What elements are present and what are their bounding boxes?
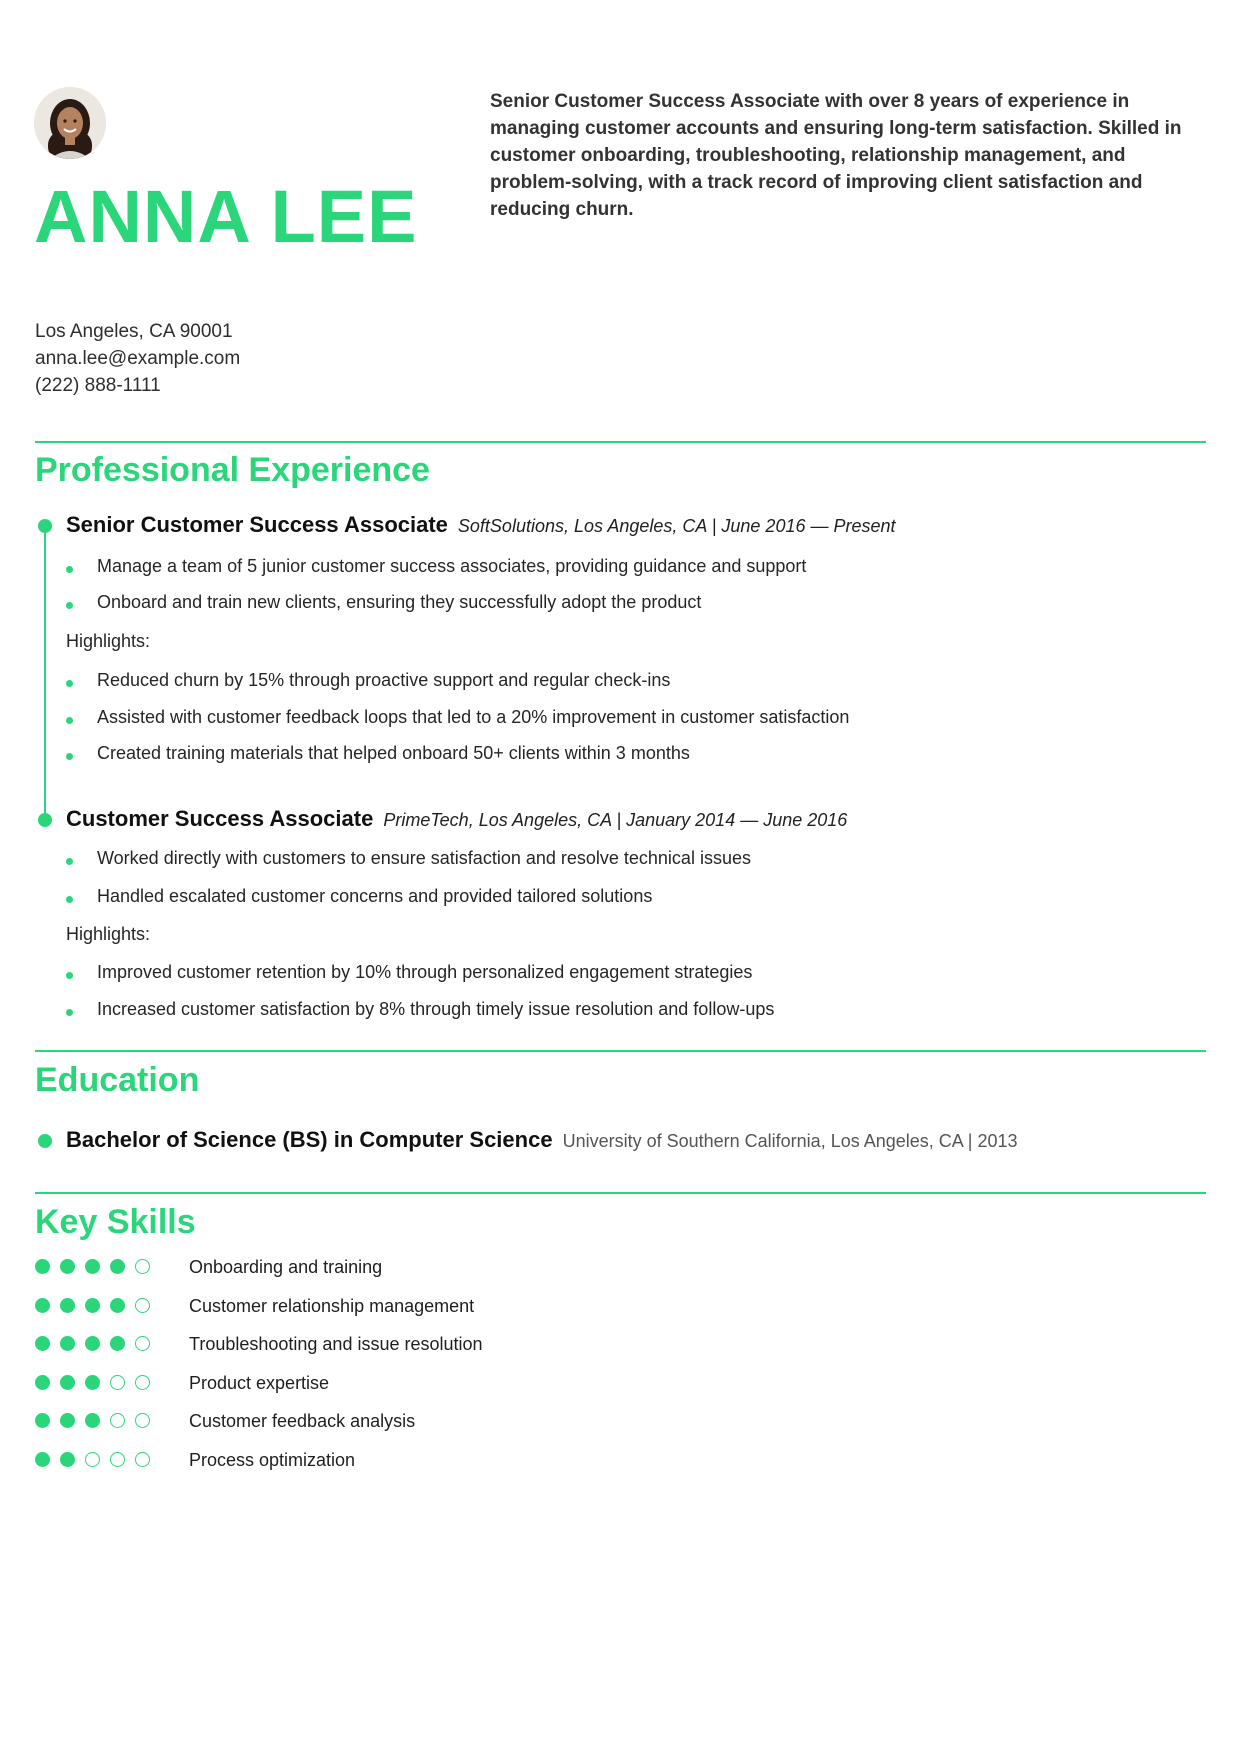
rating-dot-filled-icon xyxy=(60,1452,75,1467)
rating-dot-filled-icon xyxy=(85,1298,100,1313)
rating-dot-filled-icon xyxy=(85,1375,100,1390)
skill-item xyxy=(35,1333,735,1355)
timeline-dot xyxy=(38,519,52,533)
bullet-icon xyxy=(66,896,73,903)
rating-dot-filled-icon xyxy=(35,1336,50,1351)
contact-info xyxy=(35,318,240,399)
job-title: Senior Customer Success Associate xyxy=(66,512,448,537)
rating-dot-filled-icon xyxy=(35,1298,50,1313)
section-title-education: Education xyxy=(35,1061,200,1099)
rating-dot-empty-icon xyxy=(85,1452,100,1467)
section-title-skills: Key Skills xyxy=(35,1203,196,1241)
rating-dot-filled-icon xyxy=(60,1375,75,1390)
rating-dot-filled-icon xyxy=(35,1452,50,1467)
rating-dot-empty-icon xyxy=(135,1452,150,1467)
education-degree: Bachelor of Science (BS) in Computer Science xyxy=(66,1127,553,1152)
highlights-label: Highlights: xyxy=(66,631,151,651)
skill-item xyxy=(35,1449,735,1471)
rating-dot-empty-icon xyxy=(110,1413,125,1428)
job-meta: PrimeTech, Los Angeles, CA | January 2014 — June 2016 xyxy=(383,810,848,830)
section-title-experience: Professional Experience xyxy=(35,451,430,489)
job-header xyxy=(66,514,896,536)
skill-name: Process optimization xyxy=(189,1450,356,1470)
rating-dot-filled-icon xyxy=(85,1336,100,1351)
skill-name: Troubleshooting and issue resolution xyxy=(189,1334,483,1355)
skill-item xyxy=(35,1295,735,1317)
bullet-icon xyxy=(66,1009,73,1016)
job-meta: SoftSolutions, Los Angeles, CA | June 2016 — Present xyxy=(457,516,896,536)
timeline-dot xyxy=(38,1134,52,1148)
job-title: Customer Success Associate xyxy=(66,806,374,831)
rating-dot-filled-icon xyxy=(35,1413,50,1428)
rating-dot-empty-icon xyxy=(135,1259,150,1274)
skill-name: Customer relationship management xyxy=(189,1295,475,1316)
section-divider xyxy=(35,1192,1206,1194)
contact-email[interactable]: anna.lee@example.com xyxy=(35,348,241,369)
profile-photo-icon xyxy=(34,87,106,159)
timeline-dot xyxy=(38,813,52,827)
bullet-icon xyxy=(66,753,73,760)
contact-address: Los Angeles, CA 90001 xyxy=(35,321,233,342)
education-entry xyxy=(66,1129,1018,1151)
skill-item xyxy=(35,1256,735,1278)
rating-dot-filled-icon xyxy=(60,1336,75,1351)
rating-dot-empty-icon xyxy=(135,1413,150,1428)
rating-dot-filled-icon xyxy=(35,1375,50,1390)
rating-dot-empty-icon xyxy=(110,1375,125,1390)
rating-dot-empty-icon xyxy=(110,1452,125,1467)
contact-phone[interactable]: (222) 888-1111 xyxy=(35,375,161,396)
rating-dot-empty-icon xyxy=(135,1336,150,1351)
bullet-icon xyxy=(66,972,73,979)
candidate-name: ANNA LEE xyxy=(34,175,418,258)
rating-dot-filled-icon xyxy=(85,1413,100,1428)
bullet-icon xyxy=(66,602,73,609)
section-divider xyxy=(35,1050,1206,1052)
rating-dot-filled-icon xyxy=(110,1298,125,1313)
skill-item xyxy=(35,1410,735,1432)
avatar xyxy=(34,87,106,159)
rating-dot-filled-icon xyxy=(60,1298,75,1313)
rating-dot-filled-icon xyxy=(85,1259,100,1274)
rating-dot-filled-icon xyxy=(35,1259,50,1274)
job-header xyxy=(66,808,847,830)
skill-name: Onboarding and training xyxy=(189,1257,383,1277)
rating-dot-filled-icon xyxy=(110,1336,125,1351)
rating-dot-filled-icon xyxy=(60,1259,75,1274)
bullet-icon xyxy=(66,858,73,865)
skill-name: Customer feedback analysis xyxy=(189,1411,416,1432)
education-school: University of Southern California, Los Angeles, CA | 2013 xyxy=(562,1131,1018,1151)
rating-dot-empty-icon xyxy=(135,1375,150,1390)
highlights-label: Highlights: xyxy=(66,924,151,944)
section-divider xyxy=(35,441,1206,443)
experience-timeline xyxy=(44,525,46,823)
rating-dot-empty-icon xyxy=(135,1298,150,1313)
bullet-icon xyxy=(66,717,73,724)
bullet-icon xyxy=(66,566,73,573)
skill-name: Product expertise xyxy=(189,1372,330,1393)
professional-summary: Senior Customer Success Associate with over 8 years of experience in managing customer accounts and ensuring long-term satisfaction. Skilled in customer onboarding, troubleshooting, relationship management, and problem-solving, with a track record of improving client satisfaction and reducing churn. xyxy=(490,91,1182,220)
rating-dot-filled-icon xyxy=(60,1413,75,1428)
skill-item xyxy=(35,1372,735,1394)
resume-page: ANNA LEE Senior Customer Success Associate with over 8 years of experience in managing customer accounts and ensuring long-term satisfaction. Skilled in customer onboarding, troubleshooting, relationship management, and problem-solving, with a track record of improving client satisfaction and reducing churn. Los Angeles, CA 90001 anna.lee@example.com (222) 888-1111 Professional Experience Senior Customer Success Associate SoftSolutions, Los Angeles, CA | June 2016 — Present Manage a team of 5 junior customer success associates, providing guidance and support Onboard and train new clients, ensuring they successfully adopt the product Highlights: Reduced churn by 15% through proactive support and regular check-ins Assisted with customer feedback loops that led to a 20% improvement in customer satisfaction Created training materials that helped onboard 50+ clients within 3 months Customer Success Associate PrimeTech, Los Angeles, CA | January 2014 — June 2016 Worked directly with customers to ensure satisfaction and resolve technical issues Handled escalated customer concerns and provided tailored solutions Highlights: Improved customer retention by 10% through personalized engagement strategies Increased customer satisfaction by 8% through timely issue resolution and follow-ups Education Bachelor of Science (BS) in Computer Science University of Southern California, Los Angeles, CA | 2013 Key Skills Onboarding and training Customer relationship management Troubleshooting and issue resolution Product expertise Customer feedback analysis Process optimization xyxy=(0,0,1241,1756)
rating-dot-filled-icon xyxy=(110,1259,125,1274)
bullet-icon xyxy=(66,680,73,687)
